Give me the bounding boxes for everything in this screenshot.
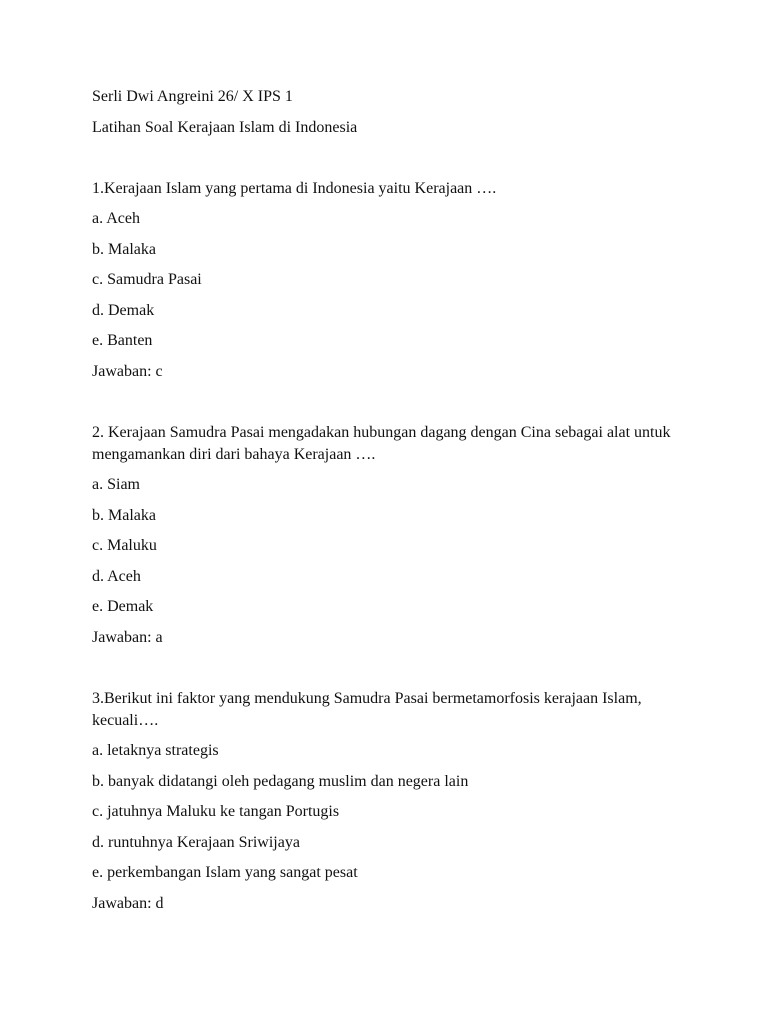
- option-a: a. letaknya strategis: [92, 742, 219, 759]
- option-e: e. Demak: [92, 598, 154, 615]
- question-block-1: [92, 178, 702, 392]
- option-c: c. jatuhnya Maluku ke tangan Portugis: [92, 803, 340, 820]
- question-text: 3.Berikut ini faktor yang mendukung Samudra Pasai bermetamorfosis kerajaan Islam, kecuali….: [92, 689, 642, 729]
- option-a: a. Siam: [92, 476, 140, 493]
- document-title: Latihan Soal Kerajaan Islam di Indonesia: [92, 118, 358, 136]
- option-e: e. perkembangan Islam yang sangat pesat: [92, 864, 358, 881]
- option-c: c. Samudra Pasai: [92, 271, 202, 288]
- option-d: d. Aceh: [92, 567, 141, 585]
- answer-line: Jawaban: d: [92, 894, 164, 912]
- spacer: [92, 147, 702, 178]
- document-page: [92, 86, 702, 923]
- option-c: c. Maluku: [92, 537, 157, 554]
- question-text: 2. Kerajaan Samudra Pasai mengadakan hubungan dagang dengan Cina sebagai alat untuk mengamankan diri dari bahaya Kerajaan ….: [92, 423, 671, 463]
- option-a: a. Aceh: [92, 210, 140, 227]
- option-d: d. runtuhnya Kerajaan Sriwijaya: [92, 833, 300, 851]
- question-block-3: [92, 688, 702, 924]
- question-text: 1.Kerajaan Islam yang pertama di Indonesia yaitu Kerajaan ….: [92, 179, 497, 197]
- student-name-line: Serli Dwi Angreini 26/ X IPS 1: [92, 88, 293, 105]
- spacer: [92, 391, 702, 422]
- option-b: b. banyak didatangi oleh pedagang muslim dan negera lain: [92, 772, 469, 790]
- spacer: [92, 657, 702, 688]
- answer-line: Jawaban: c: [92, 362, 163, 380]
- question-block-2: [92, 422, 702, 658]
- answer-line: Jawaban: a: [92, 628, 163, 646]
- option-b: b. Malaka: [92, 240, 156, 258]
- option-b: b. Malaka: [92, 506, 156, 524]
- option-e: e. Banten: [92, 332, 153, 349]
- option-d: d. Demak: [92, 301, 155, 319]
